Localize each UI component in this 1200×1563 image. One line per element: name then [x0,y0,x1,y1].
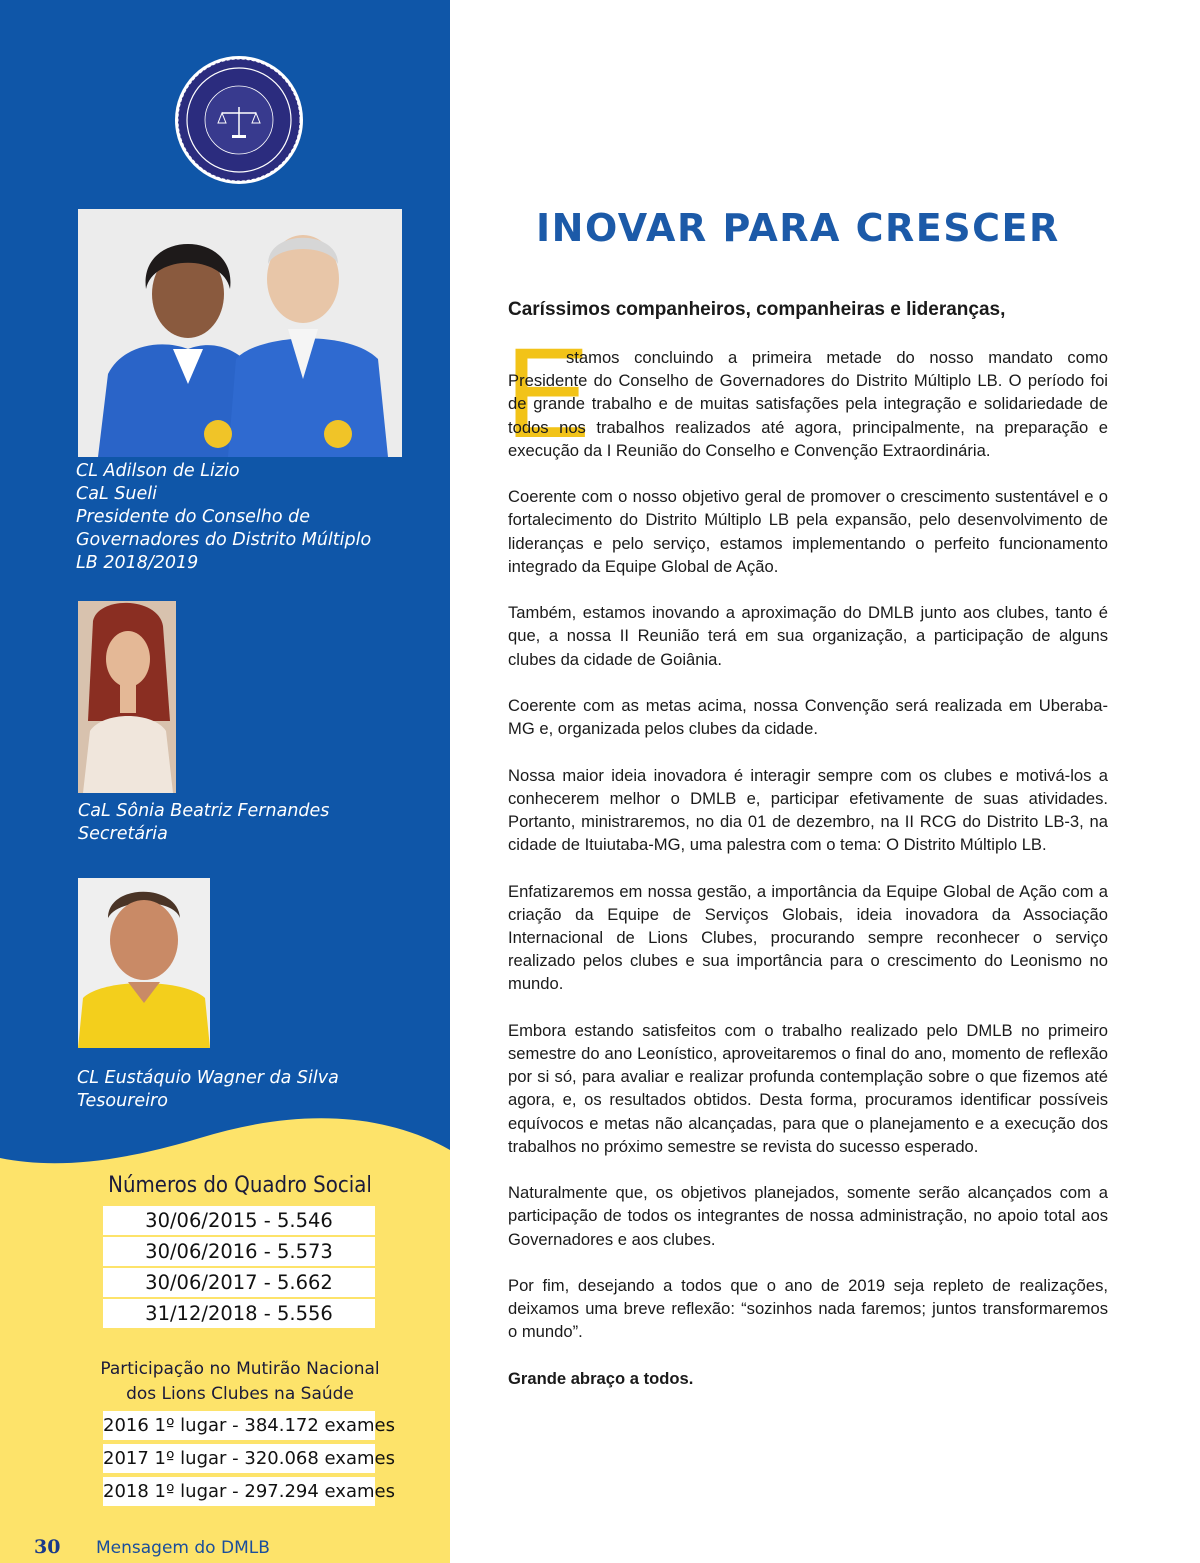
quadro-social-row: 30/06/2016 - 5.573 [103,1237,375,1266]
article-closing: Grande abraço a todos. [508,1368,694,1388]
couple-portrait-photo [78,209,402,457]
article-paragraph: Embora estando satisfeitos com o trabalho realizado pelo DMLB no primeiro semestre do ano Leonístico, aproveitaremos o final do ano, momento de reflexão por si só, para avaliar e realizar profunda contemplação sobre o que fizemos até agora, e, os resultados obtidos. Desta forma, procuramos identificar possíveis equívocos e metas não alcançadas, para que o planejamento e a execução dos trabalhos no próximo semestre se revista do sucesso esperado. [508,1020,1108,1156]
article-paragraph: Coerente com o nosso objetivo geral de promover o crescimento sustentável e o fortalecimento do Distrito Múltiplo LB pela expansão, pelo desenvolvimento de lideranças e pelo serviço, estamos implementando o perfeito funcionamento integrado da Equipe Global de Ação. [508,487,1108,576]
mutirao-row: 2017 1º lugar - 320.068 exames [103,1444,375,1473]
mutirao-title: Participação no Mutirão Nacional dos Lions Clubes na Saúde [100,1359,380,1404]
man-portrait-photo [78,878,210,1048]
article-title: INOVAR PARA CRESCER [536,206,1060,250]
article-paragraph: Nossa maior ideia inovadora é interagir sempre com os clubes e motivá-los a conhecerem melhor o DMLB e, participar efetivamente de suas atividades. Portanto, ministraremos, no dia 01 de dezembro, na II RCG do Distrito LB-3, na cidade de Ituiutaba-MG, uma palestra com o tema: O Distrito Múltiplo LB. [508,765,1108,855]
quadro-social-title: Números do Quadro Social [108,1173,372,1198]
article-paragraph: Também, estamos inovando a aproximação do DMLB junto aos clubes, tanto é que, a nossa II Reunião terá em sua organização, a participação de alguns clubes da cidade de Goiânia. [508,603,1108,669]
sidebar [0,0,450,1563]
quadro-social-table [103,1206,375,1330]
secretary-caption: CaL Sônia Beatriz Fernandes Secretária [78,801,330,844]
article-body [508,346,1108,1413]
quadro-social-row: 31/12/2018 - 5.556 [103,1299,375,1328]
section-name: Mensagem do DMLB [96,1538,270,1558]
president-caption: CL Adilson de Lizio CaL Sueli Presidente do Conselho de Governadores do Distrito Múltiplo LB 2018/2019 [76,461,372,573]
mutirao-table [103,1411,395,1510]
page-number: 30 [34,1536,61,1558]
article-paragraph: Naturalmente que, os objetivos planejados, somente serão alcançados com a participação de todos os integrantes de nossa administração, no apoio total aos Governadores e aos clubes. [508,1183,1108,1249]
woman-portrait-photo [78,601,176,793]
drop-cap: E [505,322,591,465]
quadro-social-row: 30/06/2017 - 5.662 [103,1268,375,1297]
article-salutation: Caríssimos companheiros, companheiras e lideranças, [508,299,1006,320]
lions-district-seal-icon [174,55,304,185]
mutirao-row: 2016 1º lugar - 384.172 exames [103,1411,375,1440]
mutirao-row: 2018 1º lugar - 297.294 exames [103,1477,375,1506]
article-paragraph: Por fim, desejando a todos que o ano de 2019 seja repleto de realizações, deixamos uma breve reflexão: “sozinhos nada faremos; juntos transformaremos o mundo”. [508,1276,1108,1342]
article-paragraph: Coerente com as metas acima, nossa Convenção será realizada em Uberaba-MG e, organizada pelos clubes da cidade. [508,696,1108,739]
article-paragraph: stamos concluindo a primeira metade do nosso mandato como Presidente do Conselho de Governadores do Distrito Múltiplo LB. O período foi de grande trabalho e de muitas satisfações pela integração e solidariedade de todos nos trabalhos realizados até agora, principalmente, na preparação e execução da I Reunião do Conselho e Convenção Extraordinária. [508,348,1108,460]
treasurer-caption: CL Eustáquio Wagner da Silva Tesoureiro [77,1068,339,1111]
quadro-social-row: 30/06/2015 - 5.546 [103,1206,375,1235]
article-paragraph: Enfatizaremos em nossa gestão, a importância da Equipe Global de Ação com a criação da Equipe de Serviços Globais, ideia inovadora da Associação Internacional de Lions Clubes, procurando sempre reconhecer o serviço realizado pelos clubes e sua importância para o crescimento do Leonismo no mundo. [508,881,1108,994]
